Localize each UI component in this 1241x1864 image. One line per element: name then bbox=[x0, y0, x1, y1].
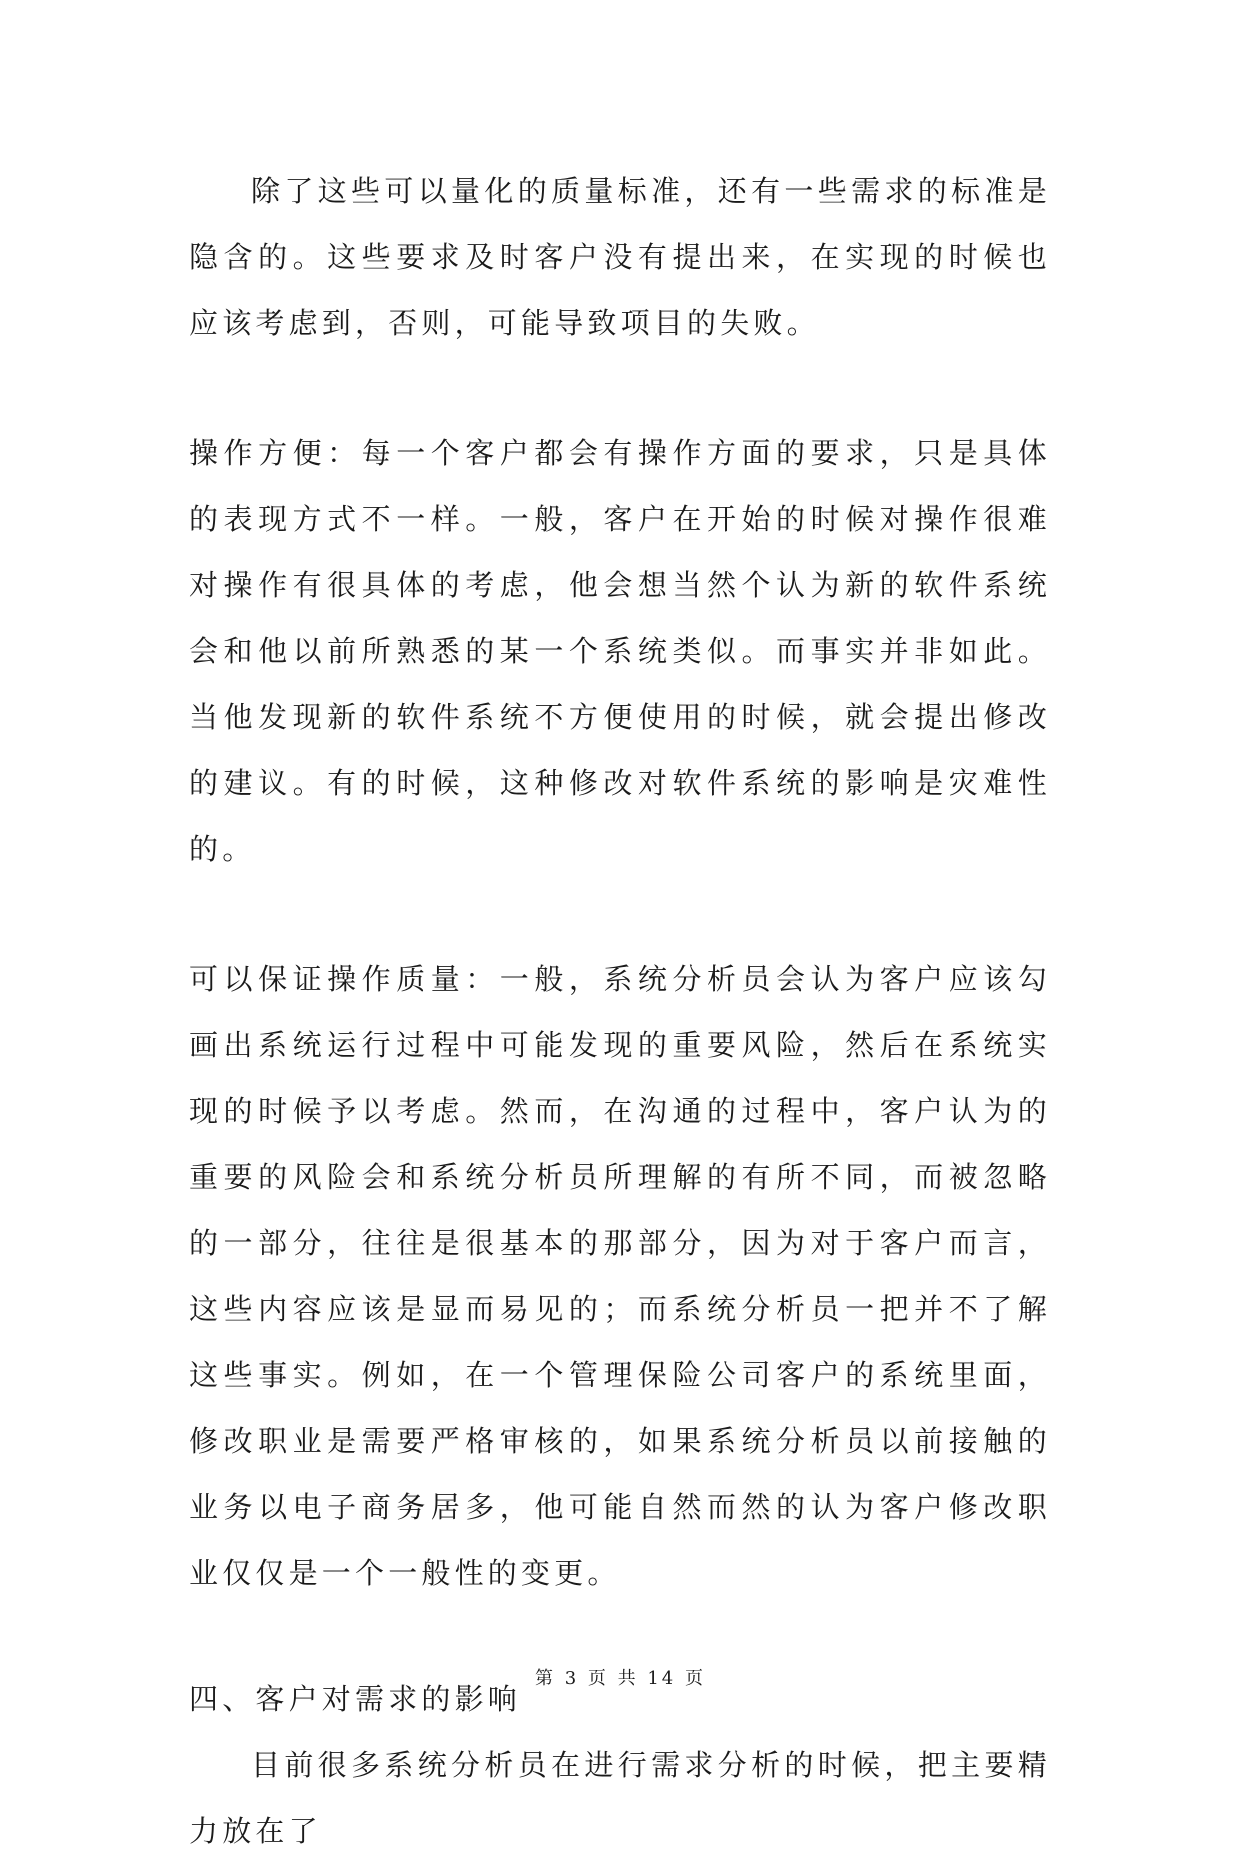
document-body bbox=[189, 158, 1051, 1864]
paragraph-operation-quality: 可以保证操作质量：一般，系统分析员会认为客户应该勾画出系统运行过程中可能发现的重要风险，然后在系统实现的时候予以考虑。然而，在沟通的过程中，客户认为的重要的风险会和系统分析员所理解的有所不同，而被忽略的一部分，往往是很基本的那部分，因为对于客户而言，这些内容应该是显而易见的；而系统分析员一把并不了解这些事实。例如，在一个管理保险公司客户的系统里面，修改职业是需要严格审核的，如果系统分析员以前接触的业务以电子商务居多，他可能自然而然的认为客户修改职业仅仅是一个一般性的变更。 bbox=[189, 962, 1051, 1590]
paragraph-ease-of-operation: 操作方便：每一个客户都会有操作方面的要求，只是具体的表现方式不一样。一般，客户在开始的时候对操作很难对操作有很具体的考虑，他会想当然个认为新的软件系统会和他以前所熟悉的某一个系统类似。而事实并非如此。当他发现新的软件系统不方便使用的时候，就会提出修改的建议。有的时候，这种修改对软件系统的影响是灾难性的。 bbox=[189, 436, 1051, 866]
section-heading: 四、客户对需求的影响 bbox=[189, 1682, 522, 1716]
paragraph-implicit-standards: 除了这些可以量化的质量标准，还有一些需求的标准是隐含的。这些要求及时客户没有提出来，在实现的时候也应该考虑到，否则，可能导致项目的失败。 bbox=[189, 174, 1051, 340]
page-number-footer: 第 3 页 共 14 页 bbox=[535, 1668, 706, 1689]
paragraph-analyst-focus: 目前很多系统分析员在进行需求分析的时候，把主要精力放在了 bbox=[189, 1748, 1051, 1848]
